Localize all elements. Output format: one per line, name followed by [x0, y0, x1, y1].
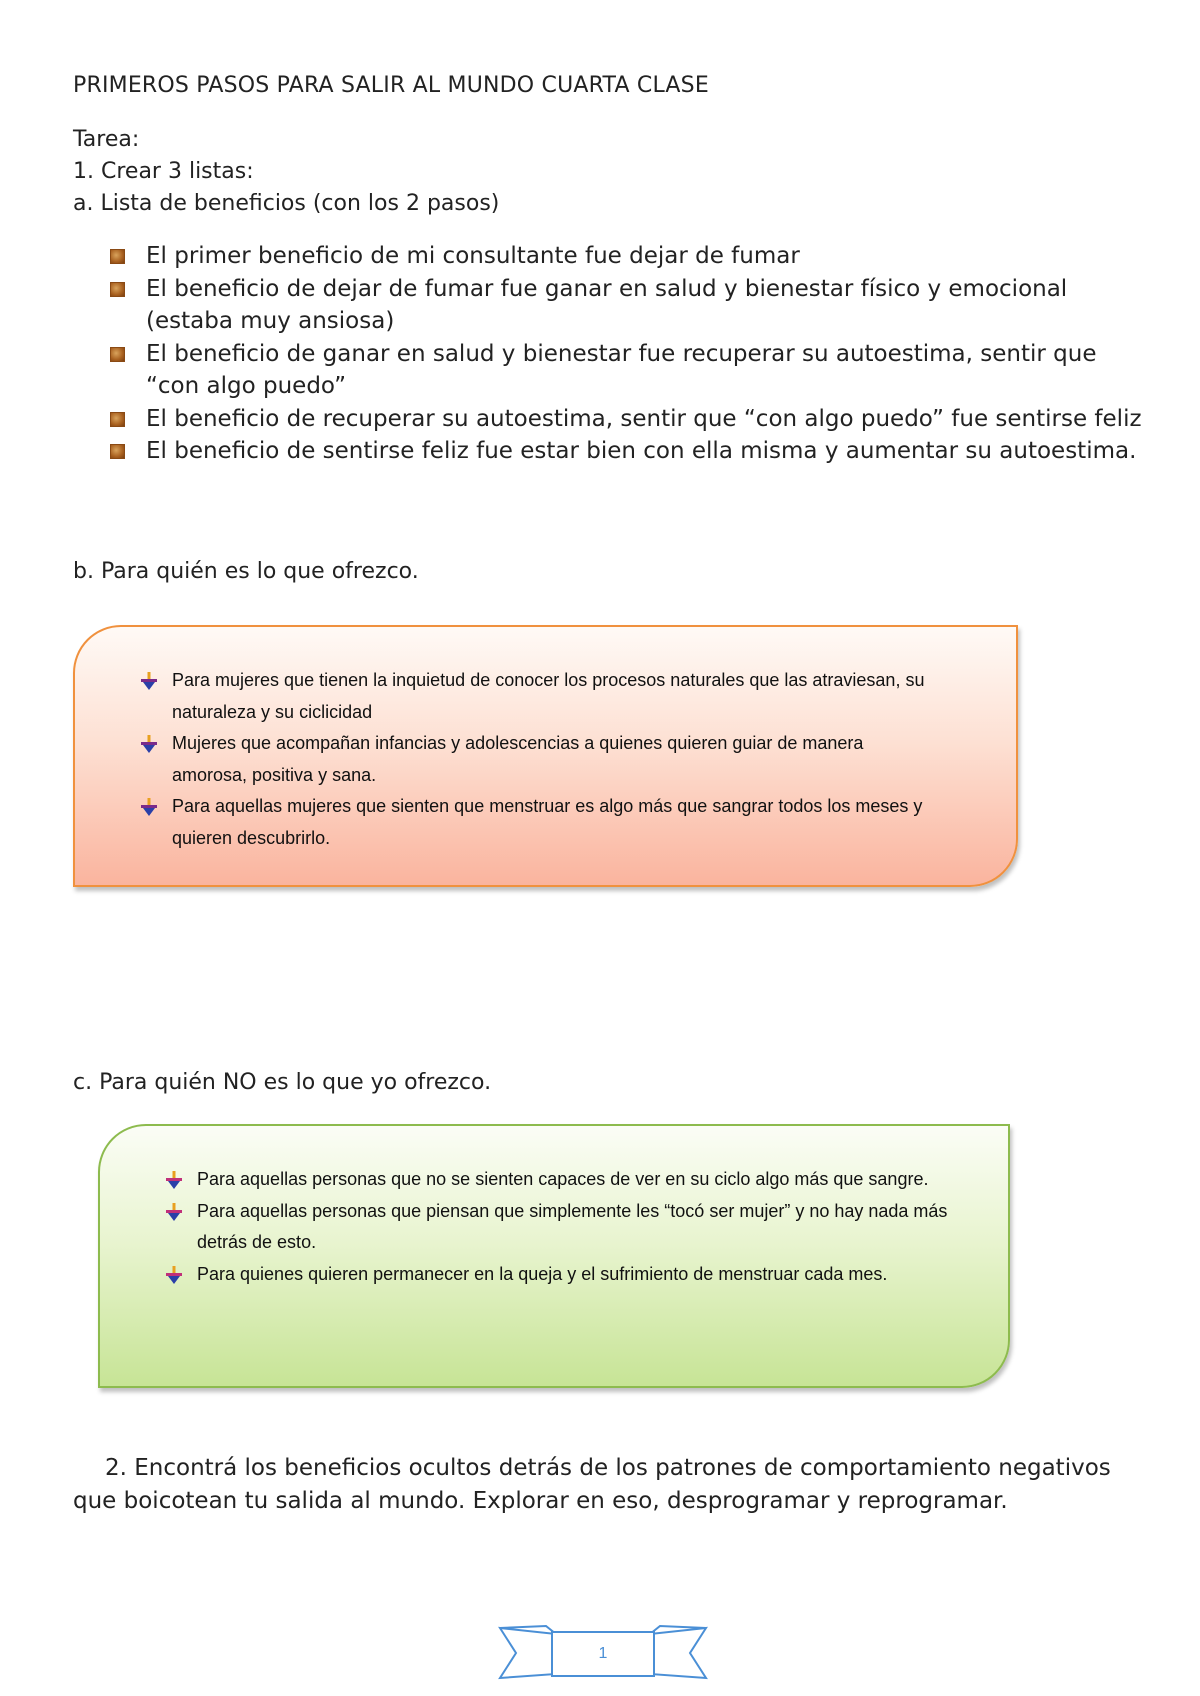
step-1-heading: 1. Crear 3 listas:: [73, 159, 254, 184]
page-number-ribbon: [498, 1624, 708, 1682]
square-bullet-icon: [110, 444, 125, 459]
list-item: [139, 791, 929, 854]
for-whom-box: [73, 625, 1018, 887]
list-item: [110, 273, 1150, 338]
benefit-text: El beneficio de ganar en salud y bienestar fue recuperar su autoestima, sentir que “con algo puedo”: [146, 340, 1097, 399]
arrow-down-bullet-icon: [164, 1265, 184, 1285]
list-item: [110, 338, 1150, 403]
for-whom-text: Para mujeres que tienen la inquietud de conocer los procesos naturales que las atraviesan, su naturaleza y su ciclicidad: [172, 670, 925, 722]
not-for-whom-text: Para aquellas personas que piensan que simplemente les “tocó ser mujer” y no hay nada más detrás de esto.: [197, 1200, 948, 1252]
list-c-heading: c. Para quién NO es lo que yo ofrezco.: [73, 1070, 492, 1095]
list-item: [139, 728, 929, 791]
list-item: [110, 435, 1150, 468]
arrow-down-bullet-icon: [164, 1202, 184, 1222]
step-2-paragraph: [73, 1452, 1133, 1517]
list-item: [139, 665, 929, 728]
benefit-text: El primer beneficio de mi consultante fue dejar de fumar: [146, 243, 800, 269]
not-for-whom-list: [164, 1164, 954, 1290]
step-2-text: 2. Encontrá los beneficios ocultos detrás de los patrones de comportamiento negativos que boicotean tu salida al mundo. Explorar en eso, desprogramar y reprogramar.: [73, 1455, 1111, 1514]
benefit-text: El beneficio de recuperar su autoestima, sentir que “con algo puedo” fue sentirse feliz: [146, 405, 1142, 432]
benefit-text: El beneficio de dejar de fumar fue ganar en salud y bienestar físico y emocional (estaba muy ansiosa): [146, 275, 1068, 334]
arrow-down-bullet-icon: [139, 671, 159, 691]
arrow-down-bullet-icon: [139, 797, 159, 817]
not-for-whom-box: [98, 1124, 1010, 1388]
square-bullet-icon: [110, 249, 125, 264]
list-item: [164, 1196, 954, 1259]
list-item: [110, 403, 1150, 436]
square-bullet-icon: [110, 412, 125, 427]
arrow-down-bullet-icon: [139, 734, 159, 754]
list-item: [164, 1259, 954, 1291]
not-for-whom-text: Para quienes quieren permanecer en la queja y el sufrimiento de menstruar cada mes.: [197, 1263, 888, 1284]
benefit-text: El beneficio de sentirse feliz fue estar bien con ella misma y aumentar su autoestima.: [146, 438, 1137, 464]
for-whom-list: [139, 665, 929, 854]
page-number: 1: [598, 1645, 608, 1662]
list-b-heading: b. Para quién es lo que ofrezco.: [73, 559, 419, 584]
document-title: PRIMEROS PASOS PARA SALIR AL MUNDO CUARTA CLASE: [73, 73, 709, 98]
list-item: [110, 240, 1150, 273]
for-whom-text: Mujeres que acompañan infancias y adolescencias a quienes quieren guiar de manera amorosa, positiva y sana.: [172, 733, 864, 785]
arrow-down-bullet-icon: [164, 1170, 184, 1190]
list-item: [164, 1164, 954, 1196]
tarea-label: Tarea:: [73, 127, 140, 152]
benefits-list: [110, 240, 1150, 468]
square-bullet-icon: [110, 347, 125, 362]
not-for-whom-text: Para aquellas personas que no se sienten capaces de ver en su ciclo algo más que sangre.: [197, 1169, 929, 1189]
for-whom-text: Para aquellas mujeres que sienten que menstruar es algo más que sangrar todos los meses y quieren descubrirlo.: [172, 796, 923, 848]
square-bullet-icon: [110, 282, 125, 297]
list-a-heading: a. Lista de beneficios (con los 2 pasos): [73, 191, 500, 216]
